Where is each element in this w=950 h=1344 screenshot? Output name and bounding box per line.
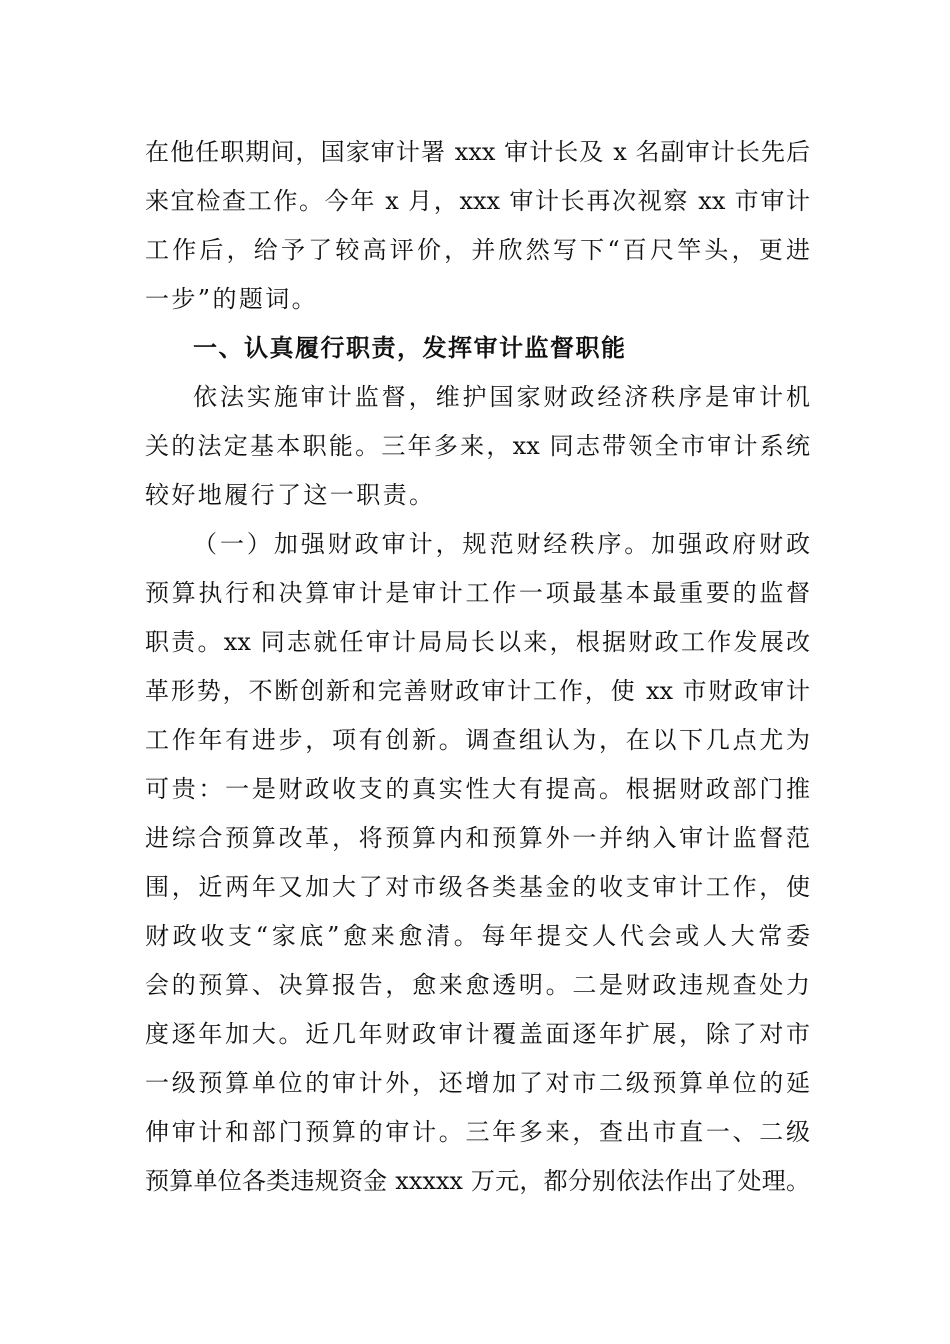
- section-heading: [145, 324, 810, 373]
- paragraph-intro: [145, 373, 810, 520]
- text-line: 一级预算单位的审计外，还增加了对市二级预算单位的延: [145, 1069, 810, 1097]
- text-line: 伸审计和部门预算的审计。三年多来，查出市直一、二级: [145, 1118, 810, 1146]
- text-line: 较好地履行了这一职责。: [145, 481, 436, 509]
- text-line: 在他任职期间，国家审计署 xxx 审计长及 x 名副审计长先后: [145, 138, 810, 166]
- paragraph-continuation: [145, 128, 810, 324]
- text-line: 来宜检查工作。今年 x 月，xxx 审计长再次视察 xx 市审计: [145, 187, 810, 215]
- text-line: 财政收支“家底”愈来愈清。每年提交人代会或人大常委: [145, 922, 810, 950]
- text-line: 工作后，给予了较高评价，并欣然写下“百尺竿头，更进: [145, 236, 810, 264]
- text-line: 度逐年加大。近几年财政审计覆盖面逐年扩展，除了对市: [145, 1020, 810, 1048]
- text-line: 一步”的题词。: [145, 285, 319, 313]
- text-line: 职责。xx 同志就任审计局局长以来，根据财政工作发展改: [145, 628, 810, 656]
- heading-text: 一、认真履行职责，发挥审计监督职能: [193, 334, 627, 362]
- text-line: 工作年有进步，项有创新。调查组认为，在以下几点尤为: [145, 726, 810, 754]
- text-line: 依法实施审计监督，维护国家财政经济秩序是审计机: [193, 383, 810, 411]
- text-line: 进综合预算改革，将预算内和预算外一并纳入审计监督范: [145, 824, 810, 852]
- document-page: [145, 128, 810, 1206]
- text-line: 可贵：一是财政收支的真实性大有提高。根据财政部门推: [145, 775, 810, 803]
- paragraph-fiscal-audit: [145, 520, 810, 1206]
- text-line: （一）加强财政审计，规范财经秩序。加强政府财政: [193, 530, 810, 558]
- text-line: 预算执行和决算审计是审计工作一项最基本最重要的监督: [145, 579, 810, 607]
- text-line: 预算单位各类违规资金 xxxxx 万元，都分别依法作出了处理。: [145, 1167, 810, 1195]
- text-line: 关的法定基本职能。三年多来，xx 同志带领全市审计系统: [145, 432, 810, 460]
- text-line: 围，近两年又加大了对市级各类基金的收支审计工作，使: [145, 873, 810, 901]
- text-line: 革形势，不断创新和完善财政审计工作，使 xx 市财政审计: [145, 677, 810, 705]
- text-line: 会的预算、决算报告，愈来愈透明。二是财政违规查处力: [145, 971, 810, 999]
